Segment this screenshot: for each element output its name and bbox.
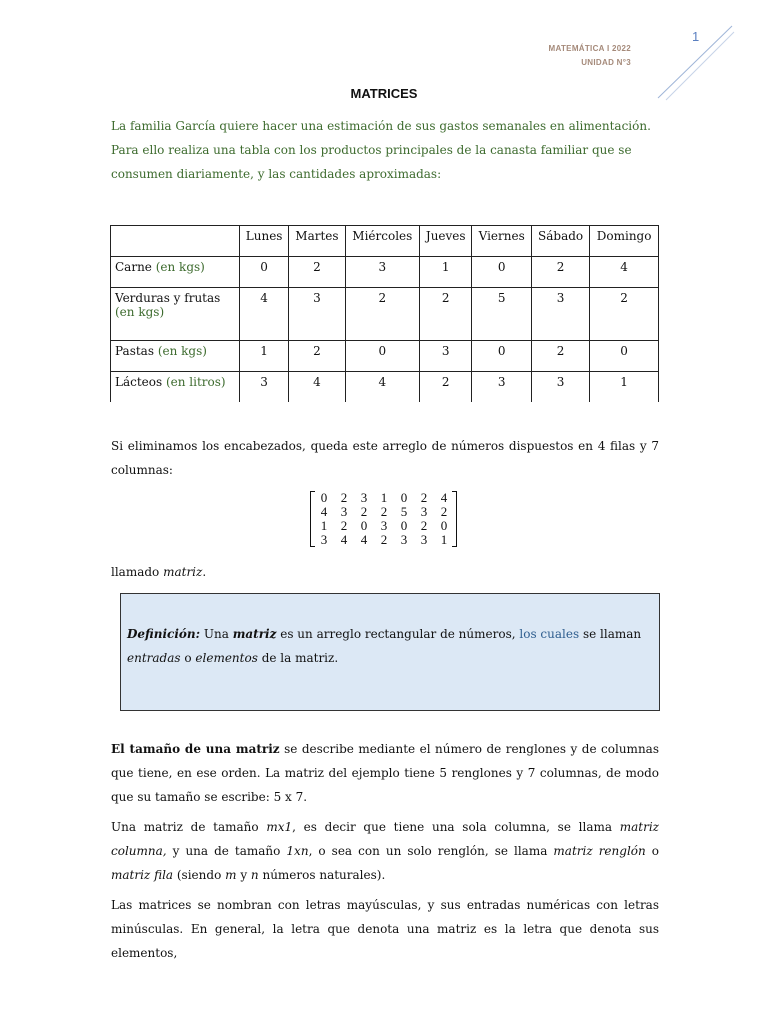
table-cell: 2 <box>289 341 345 372</box>
page-header <box>549 42 631 70</box>
table-cell: 4 <box>289 372 345 403</box>
column-header: Lunes <box>240 226 289 257</box>
table-cell: 4 <box>240 288 289 341</box>
page-title: MATRICES <box>350 86 418 101</box>
table-cell: 3 <box>420 341 472 372</box>
table-cell: 0 <box>240 257 289 288</box>
column-header: Domingo <box>590 226 659 257</box>
table-cell: 3 <box>289 288 345 341</box>
header-course: MATEMÁTICA I 2022 <box>548 44 631 53</box>
row-header: Carne (en kgs) <box>111 257 240 288</box>
page-number: 1 <box>692 29 700 44</box>
matrix-caption: llamado matriz. <box>111 565 207 579</box>
table-cell: 4 <box>345 372 419 403</box>
row-header: Verduras y frutas (en kgs) <box>111 288 240 341</box>
food-table <box>110 225 659 402</box>
table-cell: 2 <box>289 257 345 288</box>
table-cell: 2 <box>420 288 472 341</box>
table-cell: 1 <box>590 372 659 403</box>
table-cell: 4 <box>590 257 659 288</box>
table-cell: 0 <box>590 341 659 372</box>
definition-box <box>120 593 660 711</box>
column-row-matrix-paragraph: Una matriz de tamaño mx1, es decir que tiene una sola columna, se llama matriz columna, y una de tamaño 1xn, o sea con un solo renglón, se llama matriz renglón o matriz fila (siendo m y n números naturales). <box>111 820 659 882</box>
table-row <box>111 288 659 341</box>
table-header-row <box>111 226 659 257</box>
row-header: Pastas (en kgs) <box>111 341 240 372</box>
matrix <box>310 491 458 547</box>
table-cell: 0 <box>472 257 531 288</box>
table-row <box>111 341 659 372</box>
table-cell: 1 <box>420 257 472 288</box>
table-cell: 2 <box>531 257 589 288</box>
table-cell: 3 <box>472 372 531 403</box>
table-row <box>111 257 659 288</box>
matrix-right-bracket <box>452 491 457 547</box>
column-header: Sábado <box>531 226 589 257</box>
table-cell: 5 <box>472 288 531 341</box>
table-cell: 2 <box>531 341 589 372</box>
matrix-intro-paragraph: Si eliminamos los encabezados, queda este arreglo de números dispuestos en 4 filas y 7 columnas: <box>111 439 659 477</box>
table-cell: 2 <box>420 372 472 403</box>
table-cell: 1 <box>240 341 289 372</box>
table-cell: 2 <box>590 288 659 341</box>
table-cell: 3 <box>531 288 589 341</box>
row-header: Lácteos (en litros) <box>111 372 240 403</box>
matrix-entries: 0 2 3 1 0 2 4 4 3 2 2 5 3 2 1 2 0 3 0 2 0 3 4 4 2 3 3 1 <box>320 490 448 547</box>
table-corner-cell <box>111 226 240 257</box>
table-cell: 3 <box>345 257 419 288</box>
column-header: Viernes <box>472 226 531 257</box>
table-cell: 0 <box>345 341 419 372</box>
size-paragraph: El tamaño de una matriz se describe mediante el número de renglones y de columnas que tiene, en ese orden. La matriz del ejemplo tiene 5 renglones y 7 columnas, de modo que su tamaño se escribe: 5 x 7. <box>111 742 659 804</box>
column-header: Miércoles <box>345 226 419 257</box>
table-cell: 3 <box>531 372 589 403</box>
column-header: Martes <box>289 226 345 257</box>
header-unit: UNIDAD N°3 <box>581 58 631 67</box>
table-cell: 0 <box>472 341 531 372</box>
table-cell: 3 <box>240 372 289 403</box>
column-header: Jueves <box>420 226 472 257</box>
table-row <box>111 372 659 403</box>
table-cell: 2 <box>345 288 419 341</box>
intro-paragraph: La familia García quiere hacer una estimación de sus gastos semanales en alimentación. Para ello realiza una tabla con los productos principales de la canasta familiar que se consumen diariamente, y las cantidades aproximadas: <box>111 119 651 181</box>
naming-paragraph: Las matrices se nombran con letras mayúsculas, y sus entradas numéricas con letras minúsculas. En general, la letra que denota una matriz es la letra que denota sus elementos, <box>111 898 659 960</box>
definition-text: Definición: Una matriz es un arreglo rectangular de números, los cuales se llaman entradas o elementos de la matriz. <box>127 627 642 665</box>
